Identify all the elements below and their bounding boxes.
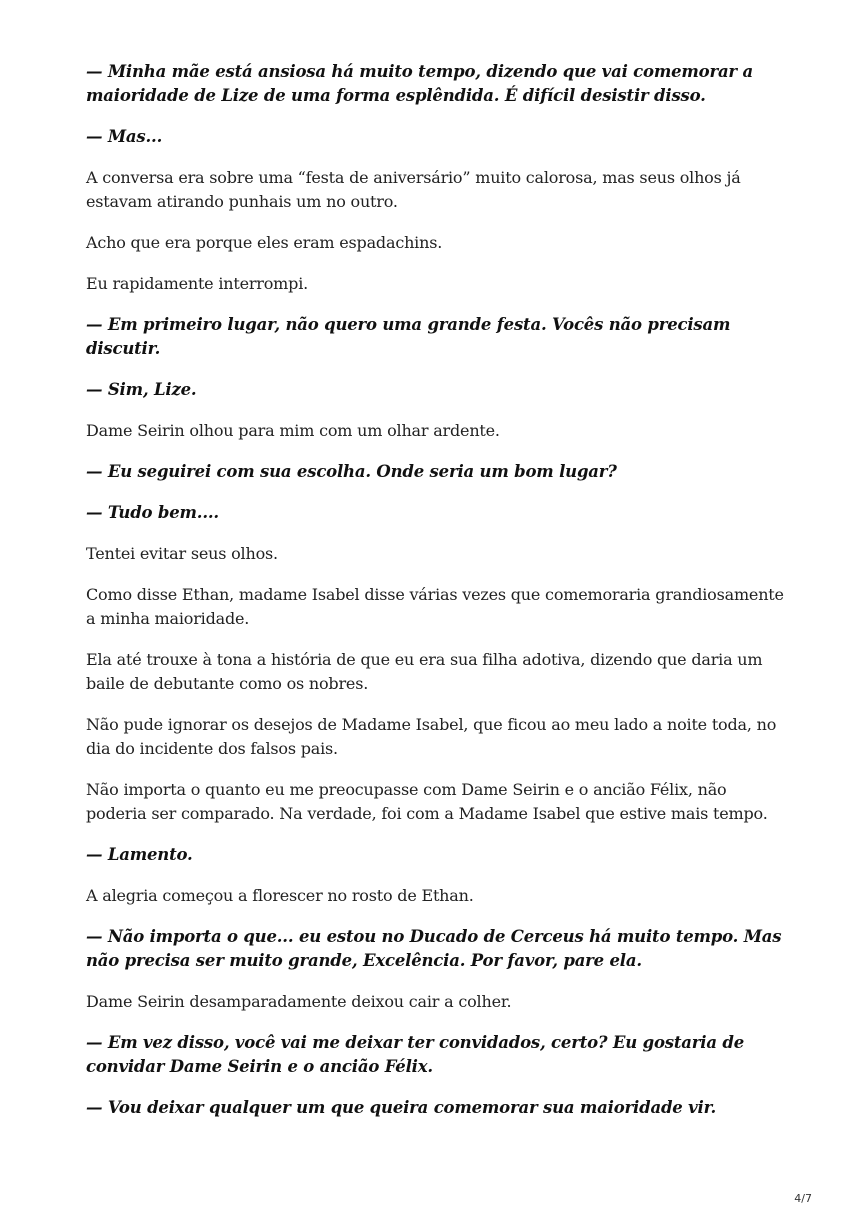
paragraph-7: — Sim, Lize.	[86, 380, 197, 399]
paragraph-21: — Vou deixar qualquer um que queira comemorar sua maioridade vir.	[86, 1098, 717, 1117]
paragraph-6: — Em primeiro lugar, não quero uma grande festa. Vocês não precisam discutir.	[86, 315, 731, 358]
paragraph-4: Acho que era porque eles eram espadachins.	[86, 233, 443, 252]
paragraph-9: — Eu seguirei com sua escolha. Onde seria um bom lugar?	[86, 462, 617, 481]
document-page	[86, 60, 786, 1137]
paragraph-10: — Tudo bem....	[86, 503, 219, 522]
paragraph-11: Tentei evitar seus olhos.	[86, 544, 278, 563]
paragraph-12: Como disse Ethan, madame Isabel disse várias vezes que comemoraria grandiosamente a minha maioridade.	[86, 585, 784, 628]
page-number: 4/7	[794, 1192, 812, 1205]
paragraph-2: — Mas...	[86, 127, 163, 146]
paragraph-17: A alegria começou a florescer no rosto de Ethan.	[86, 886, 474, 905]
paragraph-8: Dame Seirin olhou para mim com um olhar ardente.	[86, 421, 500, 440]
paragraph-15: Não importa o quanto eu me preocupasse com Dame Seirin e o ancião Félix, não poderia ser comparado. Na verdade, foi com a Madame Isabel que estive mais tempo.	[86, 780, 768, 823]
paragraph-19: Dame Seirin desamparadamente deixou cair a colher.	[86, 992, 512, 1011]
paragraph-1: — Minha mãe está ansiosa há muito tempo, dizendo que vai comemorar a maioridade de Lize de uma forma esplêndida. É difícil desistir disso.	[86, 62, 753, 105]
paragraph-3: A conversa era sobre uma “festa de aniversário” muito calorosa, mas seus olhos já estavam atirando punhais um no outro.	[86, 168, 741, 211]
paragraph-13: Ela até trouxe à tona a história de que eu era sua filha adotiva, dizendo que daria um baile de debutante como os nobres.	[86, 650, 763, 693]
paragraph-18: — Não importa o que... eu estou no Ducado de Cerceus há muito tempo. Mas não precisa ser muito grande, Excelência. Por favor, pare ela.	[86, 927, 782, 970]
paragraph-5: Eu rapidamente interrompi.	[86, 274, 308, 293]
paragraph-20: — Em vez disso, você vai me deixar ter convidados, certo? Eu gostaria de convidar Dame Seirin e o ancião Félix.	[86, 1033, 745, 1076]
paragraph-14: Não pude ignorar os desejos de Madame Isabel, que ficou ao meu lado a noite toda, no dia do incidente dos falsos pais.	[86, 715, 777, 758]
paragraph-16: — Lamento.	[86, 845, 193, 864]
